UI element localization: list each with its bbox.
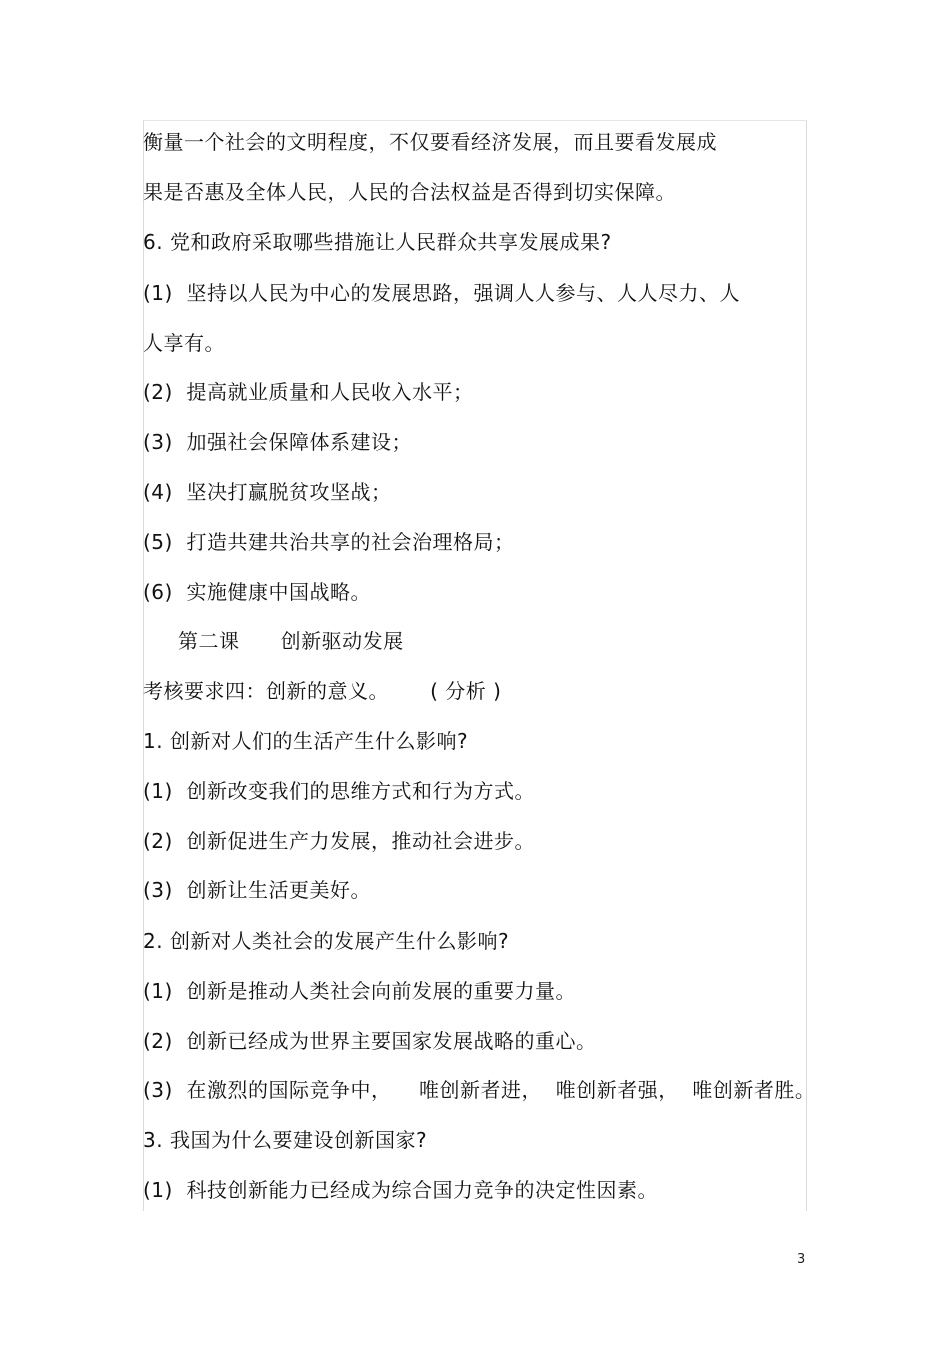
list-item: (1) 坚持以人民为中心的发展思路，强调人人参与、人人尽力、人 [143,281,741,305]
list-item: (3) 创新让生活更美好。 [143,878,372,902]
list-item: (1) 创新改变我们的思维方式和行为方式。 [143,779,536,803]
question-heading: 3. 我国为什么要建设创新国家? [143,1128,428,1152]
list-item: (2) 提高就业质量和人民收入水平； [143,380,474,404]
text-line: 衡量一个社会的文明程度，不仅要看经济发展，而且要看发展成 [143,130,717,154]
list-item: (1) 创新是推动人类社会向前发展的重要力量。 [143,979,577,1003]
lesson-title: 第二课 创新驱动发展 [178,629,404,653]
list-item: (3) 加强社会保障体系建设； [143,430,413,454]
list-item: (1) 科技创新能力已经成为综合国力竞争的决定性因素。 [143,1178,659,1202]
list-item: (4) 坚决打赢脱贫攻坚战； [143,480,392,504]
list-item: (6) 实施健康中国战略。 [143,580,372,604]
list-item: (5) 打造共建共治共享的社会治理格局； [143,530,515,554]
list-item: (2) 创新促进生产力发展，推动社会进步。 [143,829,536,853]
question-heading: 2. 创新对人类社会的发展产生什么影响? [143,929,510,953]
requirement-heading: 考核要求四：创新的意义。 ( 分析 ) [143,679,502,703]
page-number: 3 [797,1252,806,1267]
question-heading: 1. 创新对人们的生活产生什么影响? [143,729,469,753]
question-heading: 6. 党和政府采取哪些措施让人民群众共享发展成果? [143,230,612,254]
list-item: (2) 创新已经成为世界主要国家发展战略的重心。 [143,1029,597,1053]
text-line: 果是否惠及全体人民，人民的合法权益是否得到切实保障。 [143,180,676,204]
text-line: 人享有。 [143,331,225,355]
list-item: (3) 在激烈的国际竞争中， 唯创新者进， 唯创新者强， 唯创新者胜。 [143,1078,816,1102]
